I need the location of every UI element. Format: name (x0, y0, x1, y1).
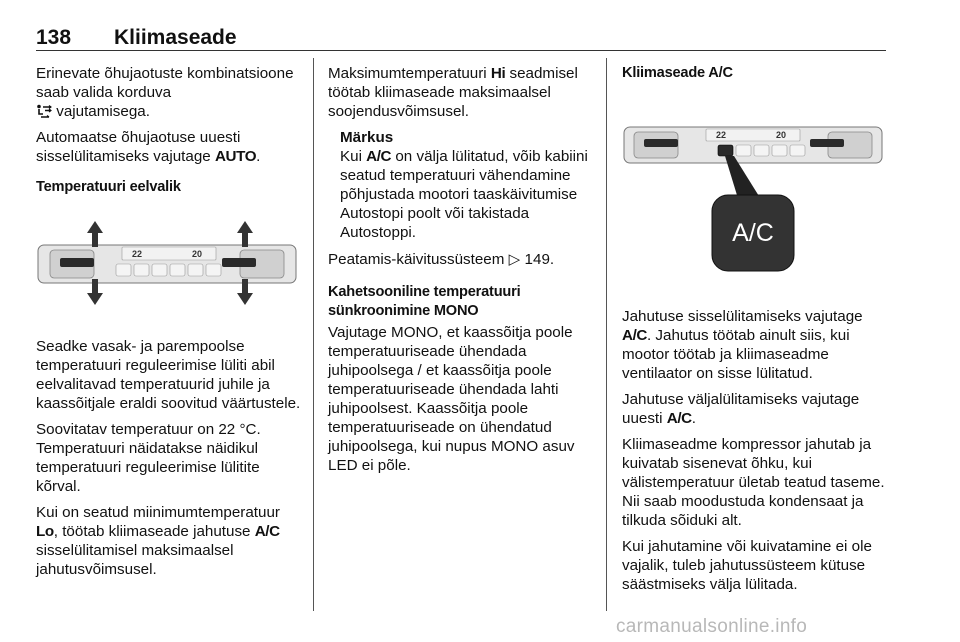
paragraph: Automaatse õhujaotuse uuesti sisselülitamiseks vajutage AUTO. (36, 129, 261, 165)
paragraph: Kliimaseadme kompressor jahutab ja kuivatab sisenevat õhku, kui välistemperatuur ületab teatud taseme. Nii saab moodustuda kondensaat ja tilkuda sõiduki alt. (622, 436, 885, 529)
key-ac: A/C (666, 410, 692, 427)
key-ac: A/C (254, 523, 280, 540)
paragraph: Kui on seatud miinimumtemperatuur Lo, töötab kliimaseade jahutuse A/C sisselülitamisel maksimaalsel jahutusvõimsusel. (36, 504, 280, 578)
paragraph: Jahutuse väljalülitamiseks vajutage uuesti A/C. (622, 391, 860, 427)
column-divider (313, 58, 314, 611)
watermark: carmanualsonline.info (616, 616, 808, 637)
air-distribution-icon (36, 104, 52, 118)
section-heading: Temperatuuri eelvalik (36, 179, 181, 195)
note-box (328, 128, 598, 242)
key-auto: AUTO (214, 148, 257, 165)
paragraph: Maksimumtemperatuuri Hi seadmisel töötab kliimaseade maksimaalsel soojendusvõimsusel. (328, 65, 578, 120)
paragraph: Kui jahutamine või kuivatamine ei ole vajalik, tuleb jahutussüsteem kütuse säästmiseks välja lülitada. (622, 538, 872, 593)
key-hi: Hi (490, 65, 506, 82)
column-1 (36, 64, 304, 586)
paragraph: Seadke vasak- ja parempoolse temperatuuri reguleerimise lüliti abil eelvalitavad temperatuurid juhile ja kaassõitjale eraldi soovitud väärtustele. (36, 338, 301, 412)
paragraph: Erinevate õhujaotuste kombinatsioone saab valida korduva vajutamisega. (36, 65, 294, 120)
callout-ac-label: A/C (732, 219, 774, 247)
page-title: Kliimaseade (114, 26, 237, 49)
key-lo: Lo (36, 523, 54, 540)
paragraph: Soovitatav temperatuur on 22 °C. Temperatuuri näidatakse näidikul temperatuuri reguleerimise lülitite kõrval. (36, 421, 261, 495)
display-temp-left: 22 (716, 130, 727, 140)
paragraph: Vajutage MONO, et kaassõitja poole temperatuuriseade ühendada juhipoolsega / et kaassõitja poole temperatuuriseade ühendada lahti juhipoolsest. Kaassõitja poole temperatuuriseade on ühendatud juhipoolsega, kui nupus MONO asuv LED ei põle. (328, 324, 575, 474)
display-temp-left: 22 (132, 249, 143, 259)
ac-button-highlight (718, 145, 733, 156)
note-title: Märkus (340, 129, 394, 146)
page-header (36, 26, 886, 52)
column-divider (606, 58, 607, 611)
display-temp-right: 20 (192, 249, 203, 259)
section-heading: Kahetsooniline temperatuuri sünkroonimine MONO (328, 284, 521, 319)
ac-button-figure (622, 123, 886, 273)
page-reference: 149 (524, 251, 550, 268)
key-ac: A/C (622, 327, 647, 344)
column-3 (622, 64, 892, 601)
paragraph: Jahutuse sisselülitamiseks vajutage A/C. Jahutus töötab ainult siis, kui mootor töötab ja kliimaseadme ventilaator on sisse lülitatud. (622, 308, 863, 382)
section-heading: Kliimaseade A/C (622, 65, 733, 81)
column-2 (328, 64, 598, 482)
page-reference-icon: ▷ (508, 251, 525, 268)
key-ac: A/C (366, 148, 392, 165)
note-text: Kui A/C on välja lülitatud, võib kabiini seatud temperatuuri vähendamine põhjustada mootori taaskäivitumise Autostopi poolt või takistada Autostoppi. (340, 148, 588, 241)
temperature-panel-figure (36, 217, 298, 307)
header-rule (36, 50, 886, 51)
paragraph: Peatamis-käivitussüsteem ▷ 149. (328, 251, 555, 268)
page-number: 138 (36, 26, 72, 49)
display-temp-right: 20 (776, 130, 787, 140)
